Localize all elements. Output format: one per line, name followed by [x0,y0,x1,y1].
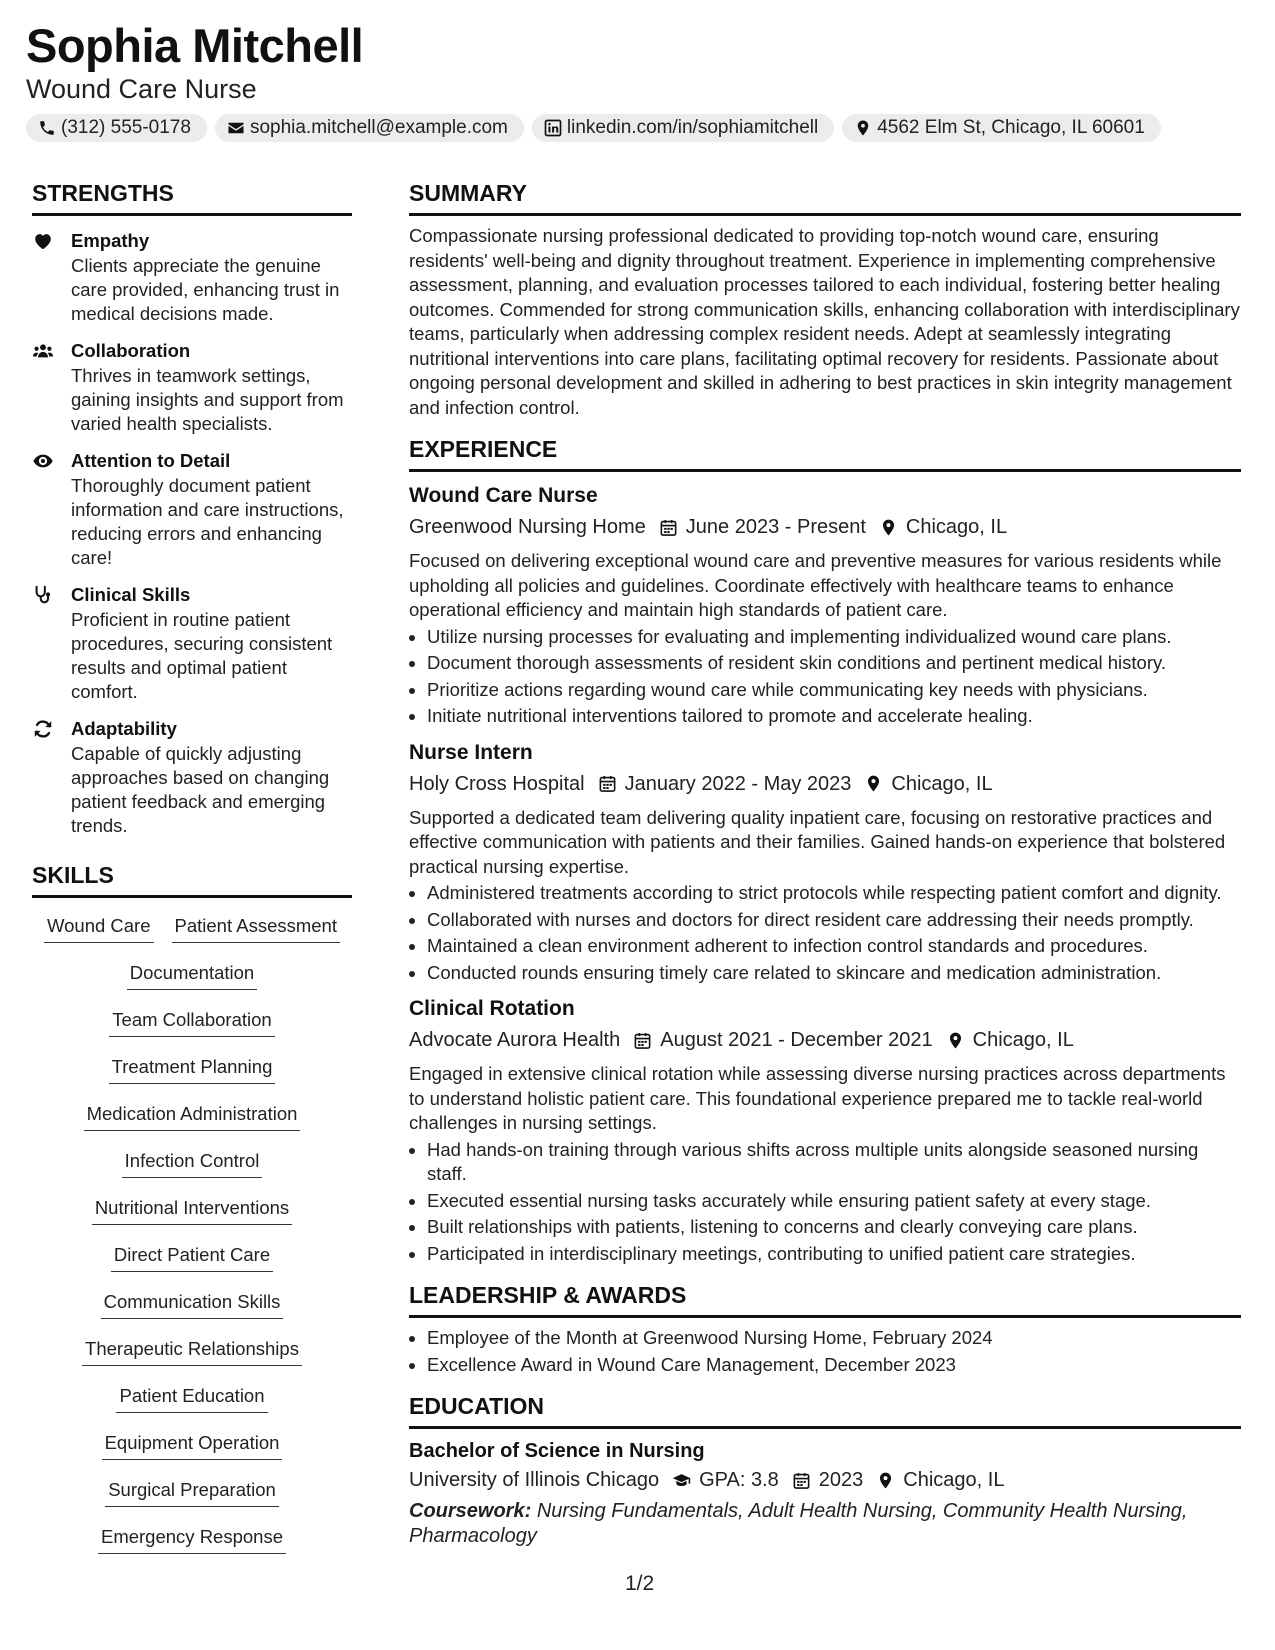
map-marker-icon [876,1471,895,1490]
skill-tag: Team Collaboration [109,1000,274,1037]
phone-text: (312) 555-0178 [61,117,191,138]
contact-phone[interactable] [26,114,207,142]
skill-tag: Nutritional Interventions [92,1188,292,1225]
skill-tag: Patient Assessment [172,906,340,943]
right-column [409,178,1241,1549]
job-meta [409,770,1241,798]
linkedin-icon [544,119,562,137]
strength-title: Adaptability [71,718,177,739]
skill-tag: Treatment Planning [109,1047,276,1084]
skill-tag: Infection Control [122,1141,263,1178]
job-company: Greenwood Nursing Home [409,516,646,538]
job-company: Holy Cross Hospital [409,772,585,795]
strength-desc: Proficient in routine patient procedures, securing consistent results and optimal patient comfort. [71,609,333,702]
job-bullet: • Collaborated with nurses and doctors for direct resident care addressing their needs promptly. [427,908,1241,933]
users-icon [32,340,54,362]
candidate-name: Sophia Mitchell [26,19,364,72]
skill-tag: Therapeutic Relationships [82,1329,302,1366]
job-bullet: • Utilize nursing processes for evaluating and implementing individualized wound care plans. [427,625,1241,650]
education-heading: EDUCATION [409,1391,1241,1429]
job-title: Clinical Rotation [409,997,575,1020]
contact-address[interactable] [842,114,1161,142]
job-dates: June 2023 - Present [685,516,866,538]
email-text: sophia.mitchell@example.com [249,117,508,138]
linkedin-text: linkedin.com/in/sophiamitchell [566,117,819,138]
award-item: • Excellence Award in Wound Care Management, December 2023 [427,1353,1241,1378]
contact-linkedin[interactable] [532,114,834,142]
left-column [32,178,352,1564]
heart-icon [32,230,54,252]
skill-tag: Wound Care [44,906,154,943]
job-meta [409,1026,1241,1054]
strength-item [32,717,352,838]
calendar-icon [659,518,678,537]
calendar-icon [598,774,617,793]
job-dates: August 2021 - December 2021 [660,1029,933,1051]
job-bullet: • Initiate nutritional interventions tailored to promote and accelerate healing. [427,704,1241,729]
job-bullet: • Prioritize actions regarding wound care while communicating key needs with physicians. [427,678,1241,703]
job-bullets [409,625,1241,729]
job-description: Engaged in extensive clinical rotation while assessing diverse nursing practices across departments to understand holistic patient care. This foundational experience prepared me to tackle real-world challenges in nursing settings. [409,1063,1226,1133]
job-title: Nurse Intern [409,740,533,764]
strength-item [32,449,352,570]
graduation-year: 2023 [818,1469,864,1491]
coursework-list: Nursing Fundamentals, Adult Health Nursing, Community Health Nursing, Pharmacology [409,1500,1188,1547]
graduation-cap-icon [672,1471,691,1490]
eye-icon [32,450,54,472]
job-description: Focused on delivering exceptional wound care and preventive measures for various residents while upholding all policies and guidelines. Coordinate effectively with healthcare teams to enhance operational efficiency and maintain high standards of patient care. [409,550,1222,620]
job-bullet: • Administered treatments according to strict protocols while respecting patient comfort and dignity. [427,881,1241,906]
coursework-label: Coursework: [409,1500,532,1522]
strength-title: Collaboration [71,340,191,361]
contact-bar [26,114,1161,142]
awards-list [409,1326,1241,1377]
skill-tag: Patient Education [116,1376,267,1413]
calendar-icon [633,1031,652,1050]
strengths-heading: STRENGTHS [32,178,352,216]
gpa-text: GPA: 3.8 [699,1469,779,1491]
strength-desc: Thrives in teamwork settings, gaining insights and support from varied health specialists. [71,365,344,434]
skill-tag: Equipment Operation [102,1423,283,1460]
job-bullet: • Document thorough assessments of resident skin conditions and pertinent medical history. [427,651,1241,676]
job-title: Wound Care Nurse [409,484,598,507]
summary-text: Compassionate nursing professional dedicated to providing top-notch wound care, ensuring residents' well-being and dignity throughout treatment. Experience in implementing comprehensive assessment, planning, and evaluation processes tailored to each individual, fostering better healing outcomes. Commended for strong communication skills, enhancing collaboration with interdisciplinary teams, particularly when addressing complex resident needs. Adept at seamlessly integrating nutritional interventions into care plans, facilitating optimal recovery for residents. Passionate about ongoing personal development and skilled in adhering to best practices in skin integrity management and infection control. [409,225,1240,418]
strength-desc: Capable of quickly adjusting approaches based on changing patient feedback and emerging trends. [71,743,330,836]
job-bullets [409,881,1241,985]
skill-tag: Medication Administration [84,1094,301,1131]
job-bullet: • Conducted rounds ensuring timely care related to skincare and medication administration. [427,961,1241,986]
map-marker-icon [854,119,872,137]
envelope-icon [227,119,245,137]
skill-tag: Direct Patient Care [111,1235,273,1272]
job-bullet: • Participated in interdisciplinary meetings, contributing to unified patient care strategies. [427,1242,1241,1267]
skills-heading: SKILLS [32,860,352,898]
job-company: Advocate Aurora Health [409,1029,621,1051]
strength-desc: Thoroughly document patient information and care instructions, reducing errors and enhancing care! [71,475,344,568]
skill-tag: Communication Skills [101,1282,284,1319]
job-meta [409,513,1241,541]
strength-desc: Clients appreciate the genuine care provided, enhancing trust in medical decisions made. [71,255,340,324]
job-entry [409,482,1241,729]
skill-tag: Documentation [127,953,257,990]
job-bullet: • Maintained a clean environment adherent to infection control standards and procedures. [427,934,1241,959]
strength-item [32,583,352,704]
address-text: 4562 Elm St, Chicago, IL 60601 [877,117,1145,138]
map-marker-icon [946,1031,965,1050]
job-bullet: • Built relationships with patients, listening to concerns and clearly conveying care plans. [427,1215,1241,1240]
school-name: University of Illinois Chicago [409,1469,660,1491]
contact-email[interactable] [215,114,524,142]
job-description: Supported a dedicated team delivering quality inpatient care, focusing on restorative practices and effective communication with patients and their families. Gained hands-on experience that bolstered practical nursing expertise. [409,806,1226,877]
coursework [409,1499,1241,1549]
experience-section [409,434,1241,1266]
candidate-role: Wound Care Nurse [26,74,257,104]
strength-title: Clinical Skills [71,584,191,605]
strength-title: Empathy [71,230,150,251]
sync-icon [32,718,54,740]
calendar-icon [792,1471,811,1490]
summary-heading: SUMMARY [409,178,1241,216]
job-bullet: • Executed essential nursing tasks accurately while ensuring patient safety at every stage. [427,1189,1241,1214]
job-dates: January 2022 - May 2023 [624,772,852,795]
page-number: 1/2 [625,1572,655,1595]
experience-heading: EXPERIENCE [409,434,1241,472]
skills-list [32,906,352,1564]
awards-section [409,1280,1241,1377]
skill-tag: Surgical Preparation [105,1470,279,1507]
map-marker-icon [879,518,898,537]
strength-item [32,229,352,326]
job-location: Chicago, IL [905,516,1008,538]
job-location: Chicago, IL [972,1029,1074,1051]
education-section [409,1391,1241,1549]
strength-title: Attention to Detail [71,450,231,471]
degree-title: Bachelor of Science in Nursing [409,1440,705,1462]
award-item: • Employee of the Month at Greenwood Nursing Home, February 2024 [427,1326,1241,1351]
phone-icon [38,119,56,137]
map-marker-icon [864,774,883,793]
stethoscope-icon [32,584,54,606]
awards-heading: LEADERSHIP & AWARDS [409,1280,1241,1318]
job-entry [409,739,1241,986]
job-location: Chicago, IL [891,772,993,795]
job-bullets [409,1138,1241,1267]
school-location: Chicago, IL [903,1469,1005,1491]
skill-tag: Emergency Response [98,1517,286,1554]
job-bullet: • Had hands-on training through various shifts across multiple units alongside seasoned nursing staff. [427,1138,1241,1187]
job-entry [409,995,1241,1266]
education-meta [409,1466,1241,1494]
strength-item [32,339,352,436]
